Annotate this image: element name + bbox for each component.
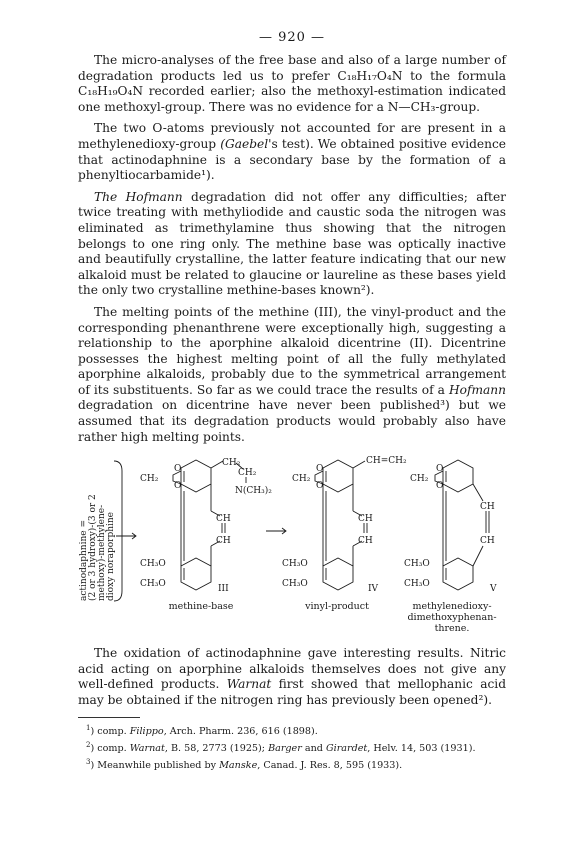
paragraph-3: The Hofmann degradation did not offer any difficulties; after twice treating with methyliodide and caustic soda the nitrogen was eliminated as trimethylamine thus showing that the nitrogen belongs to one ring only. The methine base was optically inactive and beautifully crystalline, the latter feature indicating that our new alkaloid must be related to glaucine or laureline as these bases yield the only two crystalline methine-bases known²). xyxy=(78,189,506,298)
iv-ch-1: CH xyxy=(358,514,373,525)
iii-och3-2: CH₃O xyxy=(140,579,166,590)
iii-ch2-chain-2: CH₂ xyxy=(238,468,257,479)
footnote-rule xyxy=(78,717,140,718)
v-och3-1: CH₃O xyxy=(404,559,430,570)
paragraph-2: The two O-atoms previously not accounted for are present in a methylenedioxy-group (Gaebel's test). We obtained positive evidence that actinodaphnine is a secondary base by the formation of a phenyltiocarbamide¹). xyxy=(78,121,506,183)
caption-vinyl: vinyl-product xyxy=(305,601,369,613)
paragraph-4: The melting points of the methine (III), the vinyl-product and the corresponding phenanthrene were exceptionally high, suggesting a relationship to the aporphine alkaloid dicentrine (II). Dicentrine possesses the highest melting point of all the fully methylated aporphine alkaloids, probably due to the symmetrical arrangement of its substituents. So far as we could trace the results of a Hofmann degradation on dicentrine have never been published³) but we assumed that its degradation products would probably also have rather high melting points. xyxy=(78,304,506,444)
caption-phenanthrene: methylenedioxy- dimethoxyphenan- threne. xyxy=(407,601,497,635)
side-label-4: dioxy noraporphine xyxy=(106,512,116,602)
iii-roman: III xyxy=(218,584,229,595)
side-label-2: (2 or 3 hydroxy)-(3 or 2 xyxy=(88,494,98,602)
page-number: — 920 — xyxy=(258,30,326,45)
iv-och3-1: CH₃O xyxy=(282,559,308,570)
iv-roman: IV xyxy=(368,584,379,595)
side-label-1: actinodaphnine = xyxy=(79,520,89,602)
iii-o-top: O xyxy=(174,464,182,475)
iii-ch-2: CH xyxy=(216,536,231,547)
reaction-scheme xyxy=(78,451,506,636)
iii-ch-1: CH xyxy=(216,514,231,525)
footnote-2: $^2$) comp. Warnat, B. 58, 2773 (1925); Barger and Girardet, Helv. 14, 503 (1931). xyxy=(86,740,476,754)
v-o-bottom: O xyxy=(436,481,444,492)
iii-nme2: N(CH₃)₂ xyxy=(235,486,272,497)
footnote-1: $^1$) comp. Filippo, Arch. Pharm. 236, 616 (1898). xyxy=(86,723,318,737)
page xyxy=(78,30,506,773)
paragraph-1: The micro-analyses of the free base and also of a large number of degradation products led us to prefer C₁₈H₁₇O₄N to the formula C₁₈H₁₉O₄N recorded earlier; also the methoxyl-estimation indicated one methoxyl-group. There was no evidence for a N—CH₃-group. xyxy=(78,53,506,114)
iv-och3-2: CH₃O xyxy=(282,579,308,590)
paragraph-5: The oxidation of actinodaphnine gave interesting results. Nitric acid acting on aporphine alkaloids themselves does not give any well-defined products. Warnat first showed that mellophanic acid may be obtained if the nitrogen ring has previously been opened²). xyxy=(78,646,506,708)
iii-ch2: CH₂ xyxy=(140,474,159,485)
iv-ch2: CH₂ xyxy=(292,474,311,485)
v-ch2: CH₂ xyxy=(410,474,429,485)
iv-o-bottom: O xyxy=(316,481,324,492)
iv-ch-2: CH xyxy=(358,536,373,547)
iii-o-bottom: O xyxy=(174,481,182,492)
v-ch-1: CH xyxy=(480,502,495,513)
v-roman: V xyxy=(490,584,497,595)
v-ch-2: CH xyxy=(480,536,495,547)
v-o-top: O xyxy=(436,464,444,475)
footnote-3: $^3$) Meanwhile published by Manske, Canad. J. Res. 8, 595 (1933). xyxy=(86,757,403,771)
caption-methine: methine-base xyxy=(168,601,234,613)
iii-och3-1: CH₃O xyxy=(140,559,166,570)
iii-ch2-chain: CH₂ xyxy=(222,458,241,469)
side-label-3: methoxy)-methylene- xyxy=(97,505,107,602)
iv-vinyl: CH=CH₂ xyxy=(366,456,407,467)
v-och3-2: CH₃O xyxy=(404,579,430,590)
iv-o-top: O xyxy=(316,464,324,475)
